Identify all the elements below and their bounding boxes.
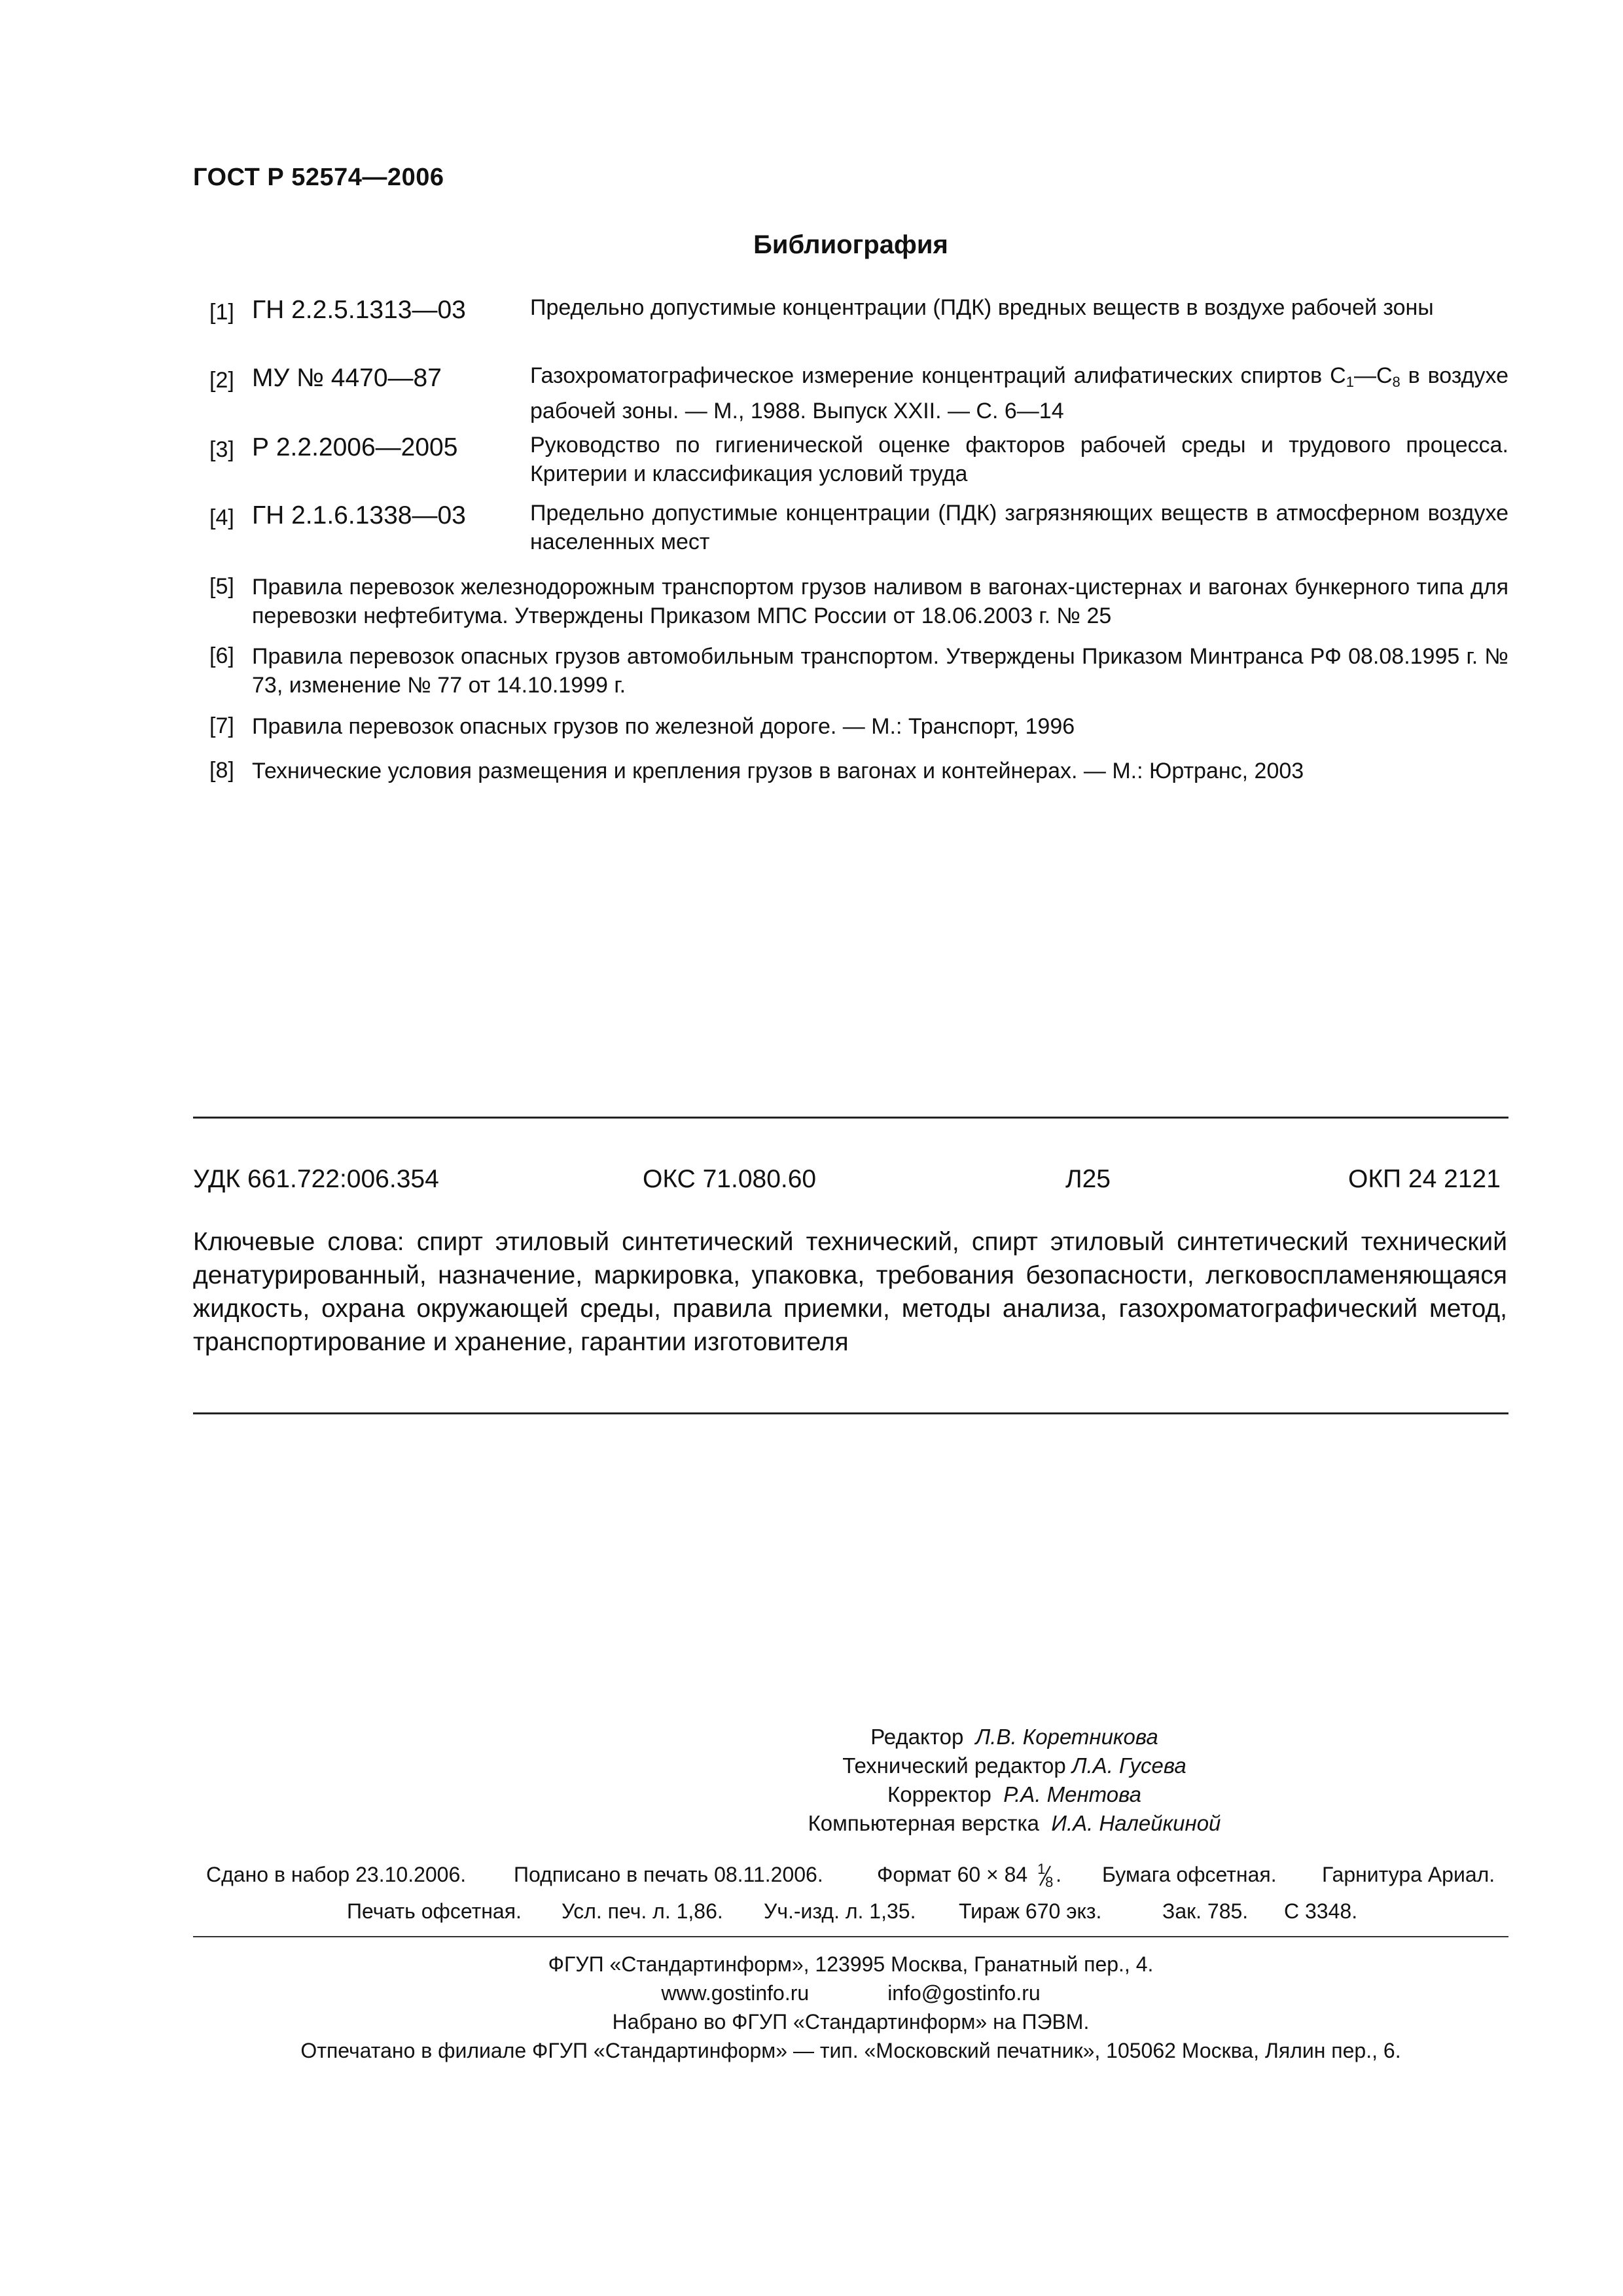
ref-number: [7] [209, 713, 234, 738]
credit-line: Технический редактор Л.А. Гусева [842, 1753, 1186, 1778]
imprint-submitted: Сдано в набор 23.10.2006. [206, 1863, 467, 1886]
credit-line: Компьютерная верстка И.А. Налейкиной [808, 1811, 1221, 1835]
credits [589, 1723, 1440, 1838]
imprint-zak: Зак. 785. [1162, 1899, 1249, 1923]
ref-text: Предельно допустимые концентрации (ПДК) вредных веществ в воздухе рабочей зоны [530, 295, 1434, 320]
divider [193, 1117, 1508, 1119]
imprint-signed: Подписано в печать 08.11.2006. [514, 1863, 823, 1886]
email-link[interactable]: info@gostinfo.ru [887, 1981, 1041, 2005]
document-code: ГОСТ Р 52574—2006 [193, 164, 444, 191]
imprint-font: Гарнитура Ариал. [1322, 1863, 1495, 1886]
imprint-c: С 3348. [1284, 1899, 1358, 1923]
ref-code: Р 2.2.2006—2005 [252, 433, 458, 461]
divider [193, 1936, 1508, 1937]
ref-number: [1] [209, 300, 234, 325]
ref-number: [2] [209, 368, 234, 393]
ref-text: Правила перевозок железнодорожным транспортом грузов наливом в вагонах-цистернах и вагонах бункерного типа для перевозки нефтебитума. Утверждены Приказом МПС России от 18.06.2003 г. № 25 [252, 575, 1508, 628]
ref-number: [5] [209, 574, 234, 599]
ref-code: ГН 2.2.5.1313—03 [252, 296, 466, 324]
ref-text: Предельно допустимые концентрации (ПДК) загрязняющих веществ в атмосферном воздухе населенных мест [530, 501, 1508, 554]
ref-text: Правила перевозок опасных грузов по железной дороге. — М.: Транспорт, 1996 [252, 714, 1075, 739]
fraction: 1 8 [1037, 1861, 1054, 1890]
publisher-contacts [0, 1981, 1623, 2005]
ref-number: [3] [209, 437, 234, 462]
imprint-usl: Усл. печ. л. 1,86. [562, 1899, 723, 1923]
typeset-note: Набрано во ФГУП «Стандартинформ» на ПЭВМ. [612, 2010, 1090, 2034]
printed-note: Отпечатано в филиале ФГУП «Стандартинформ» — тип. «Московский печатник», 105062 Москва, Лялин пер., 6. [300, 2039, 1401, 2062]
oks-code: ОКС 71.080.60 [643, 1165, 817, 1193]
ref-text: Технические условия размещения и крепления грузов в вагонах и контейнерах. — М.: Юртранс, 2003 [252, 759, 1304, 783]
divider [193, 1412, 1508, 1414]
ref-text: Газохроматографическое измерение концентраций алифатических спиртов $С_1—С_8$ в воздухе рабочей зоны. — М., 1988. Выпуск XXII. — С. 6—14 [530, 363, 1509, 423]
imprint-paper: Бумага офсетная. [1102, 1863, 1277, 1886]
ref-code: ГН 2.1.6.1338—03 [252, 501, 466, 529]
publisher-address: ФГУП «Стандартинформ», 123995 Москва, Гранатный пер., 4. [548, 1952, 1154, 1976]
imprint-format: Формат 60 × 84 1 8 . [877, 1861, 1061, 1890]
udk-code: УДК 661.722:006.354 [193, 1165, 439, 1193]
credit-line: Корректор Р.А. Ментова [887, 1782, 1141, 1806]
credit-line: Редактор Л.В. Коретникова [870, 1725, 1158, 1749]
keywords: Ключевые слова: спирт этиловый синтетический технический, спирт этиловый синтетический технический денатурированный, назначение, маркировка, упаковка, требования безопасности, легковоспламеняющаяся жидкость, охрана окружающей среды, правила приемки, методы анализа, газохроматографический метод, транспортирование и хранение, гарантии изготовителя [193, 1228, 1507, 1356]
bibliography-title: Библиография [753, 230, 948, 259]
imprint-tirazh: Тираж 670 экз. [959, 1899, 1102, 1923]
website-link[interactable]: www.gostinfo.ru [661, 1981, 810, 2005]
ref-code: МУ № 4470—87 [252, 364, 442, 392]
okp-code: ОКП 24 2121 [1348, 1165, 1501, 1193]
ref-number: [8] [209, 758, 234, 783]
ref-text: Руководство по гигиенической оценке факторов рабочей среды и трудового процесса. Критерии и классификация условий труда [530, 433, 1508, 486]
imprint-uch: Уч.-изд. л. 1,35. [764, 1899, 916, 1923]
ref-number: [6] [209, 643, 234, 668]
ref-number: [4] [209, 505, 234, 530]
l-code: Л25 [1065, 1165, 1111, 1193]
imprint-print: Печать офсетная. [347, 1899, 522, 1923]
ref-text: Правила перевозок опасных грузов автомобильным транспортом. Утверждены Приказом Минтранса РФ 08.08.1995 г. № 73, изменение № 77 от 14.10.1999 г. [252, 644, 1508, 698]
